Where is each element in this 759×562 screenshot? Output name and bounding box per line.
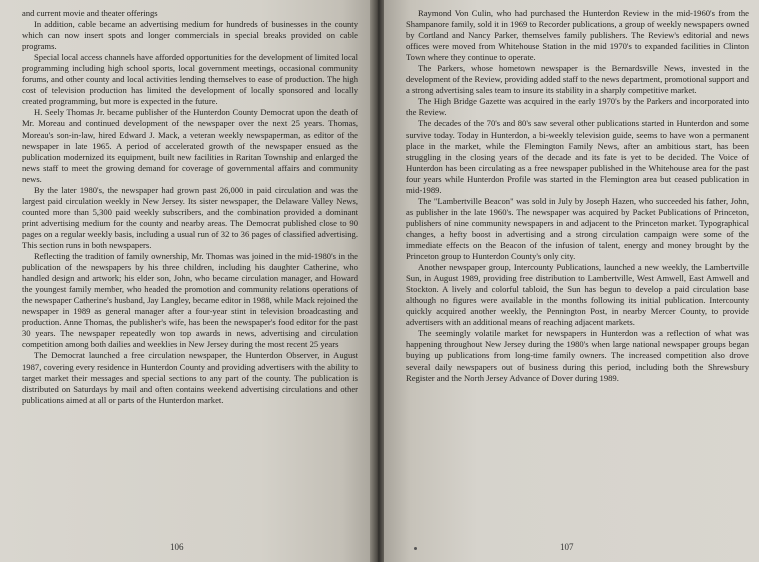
left-page-text [22, 8, 358, 406]
paragraph: The Democrat launched a free circulation newspaper, the Hunterdon Observer, in August 1987, covering every residence in Hunterdon County and providing advertisers with the ability to target market their messages and special sections to any part of the county. The publication is distributed on Saturdays by mail and often contains weekend advertising circulations and other publications aimed at all or parts of the Hunterdon market. [22, 350, 358, 405]
paragraph: The High Bridge Gazette was acquired in the early 1970's by the Parkers and incorporated into the Review. [406, 96, 749, 118]
paragraph: H. Seely Thomas Jr. became publisher of the Hunterdon County Democrat upon the death of Mr. Moreau and continued development of the newspaper over the next 25 years. Thomas, Moreau's son-in-law, hired Edward J. Mack, a veteran weekly newspaperman, as editor of the newspaper in late 1965. A period of accelerated growth of the newspaper ensued as the publication modernized its equipment, built new facilities in Raritan Township and enlarged the news staff to meet the growing demand for coverage of governmental affairs and community news. [22, 107, 358, 184]
paragraph: The decades of the 70's and 80's saw several other publications started in Hunterdon and some survive today. Today in Hunterdon, a bi-weekly television guide, seems to have won a permanent place in the market, while the Flemington Family News, after an ambitious start, has been struggling in the closing years of the decade and its fate is yet to be decided. The Voice of Hunterdon has been circulating as a free newspaper published in the Whitehouse area for the past four years while Hunterdon Profile was started in the Flemington area but ceased publication in mid-1989. [406, 118, 749, 195]
paragraph: By the later 1980's, the newspaper had grown past 26,000 in paid circulation and was the largest paid circulation weekly in New Jersey. Its sister newspaper, the Delaware Valley News, counted more than 5,300 paid weekly subscribers, and the combination provided a dominant print advertising medium for the county and nearby areas. The Democrat published close to 90 pages on a regular weekly basis, including a usual run of 32 to 36 pages of classified advertising. This section runs in both newspapers. [22, 184, 358, 250]
page-number: 107 [560, 542, 574, 552]
paragraph: Reflecting the tradition of family ownership, Mr. Thomas was joined in the mid-1980's in the publication of the newspapers by his three children, including his daughter Catherine, who handled design and artwork; his elder son, John, who became circulation manager, and Howard the youngest family member, who headed the promotion and community relations operations of the newspaper Catherine's husband, Jay Langley, became editor in 1988, while Mack rejoined the newspaper in 1989 as general manager after a four-year stint in television broadcasting and production. Anne Thomas, the publisher's wife, has been the newspaper's food editor for the past 30 years. The newspaper repeatedly won top awards in news, advertising and circulation competition among both dailies and weeklies in New Jersey during the most recent 25 years [22, 251, 358, 350]
paragraph: The seemingly volatile market for newspapers in Hunterdon was a reflection of what was happening throughout New Jersey during the 1980's when large national newspaper groups began buying up publications from long-time family owners. The increased competition also drove several daily newspapers out of business during this period, including both the Shrewsbury Register and the North Jersey Advance of Dover during 1989. [406, 328, 749, 383]
paragraph: In addition, cable became an advertising medium for hundreds of businesses in the county which can now insert spots and longer commercials in special breaks provided on cable programs. [22, 19, 358, 52]
paragraph: Another newspaper group, Intercounty Publications, launched a new weekly, the Lambertville Sun, in August 1989, providing free distribution to Lambertville, West Amwell, East Amwell and Stockton. A lively and colorful tabloid, the Sun has begun to develop a paid circulation base although no figures were available in the months following its initial publication. Intercounty quickly acquired another weekly, the Pennington Post, in nearby Mercer County, to provide advertisers with an additional means of reaching adjacent markets. [406, 262, 749, 328]
print-mark [414, 547, 417, 550]
page-number: 106 [170, 542, 184, 552]
paragraph: and current movie and theater offerings [22, 8, 158, 18]
paragraph: The "Lambertville Beacon" was sold in July by Joseph Hazen, who succeeded his father, John, as publisher in the late 1960's. The newspaper was acquired by Packet Publications of Princeton, publishers of nine community newspapers in and adjacent to the Princeton market. Typographical changes, a hefty boost in advertising and a strong circulation campaign were some of the immediate effects on the Beacon of the infusion of talent, energy and money brought by the Princeton group to Hunterdon County's only city. [406, 195, 749, 262]
right-page-text [406, 8, 749, 384]
left-page [0, 0, 372, 562]
right-page [384, 0, 759, 562]
paragraph: Raymond Von Culin, who had purchased the Hunterdon Review in the mid-1960's from the Shampanore family, sold it in 1969 to Recorder publications, a group of weekly newspapers owned by Cortland and Nancy Parker, themselves family publishers. The Review's editorial and news offices were moved from Whitehouse Station in the mid 1970's to expanded facilities in Clinton Town where they continue to operate. [406, 8, 749, 63]
paragraph: Special local access channels have afforded opportunities for the development of limited local programming including high school sports, local government meetings, occasional community forums, and other county and local activities lending themselves to ease of production. The high cost of television production has limited the development of locally sponsored and locally created programming, but more is expected in the future. [22, 52, 358, 107]
paragraph: The Parkers, whose hometown newspaper is the Bernardsville News, invested in the development of the Review, providing added staff to the news department, promotional support and a strong advertising sales team to insure its stability in a sharply competitive market. [406, 63, 749, 96]
